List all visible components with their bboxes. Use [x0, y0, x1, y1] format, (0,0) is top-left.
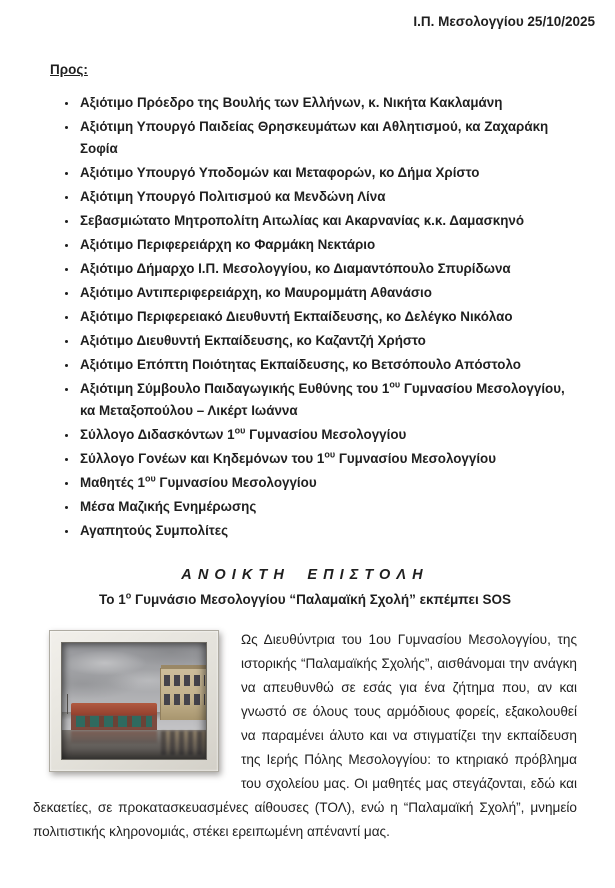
photo-window-row: [164, 694, 205, 705]
recipients-list: [33, 92, 577, 542]
recipient-text: Μέσα Μαζικής Ενημέρωσης: [80, 499, 257, 514]
recipient-item: [78, 210, 577, 232]
recipient-item: [78, 92, 577, 114]
recipient-text: Αξιότιμο Περιφερειάρχη κο Φαρμάκη Νεκτάριο: [80, 237, 376, 252]
photo-prefab-classrooms: [71, 703, 157, 731]
recipient-text: Αγαπητούς Συμπολίτες: [80, 523, 229, 538]
recipient-text: Γυμνασίου Μεσολογγίου,: [400, 381, 565, 396]
recipient-item: [78, 162, 577, 184]
recipient-text: Αξιότιμη Υπουργό Παιδείας Θρησκευμάτων και Αθλητισμού, κα Ζαχαράκη Σοφία: [80, 119, 549, 156]
ordinal-superscript: ου: [144, 473, 156, 484]
recipient-item: [78, 520, 577, 542]
recipient-item: [78, 378, 577, 422]
recipient-item: [78, 258, 577, 280]
recipient-item: [78, 234, 577, 256]
recipient-item: [78, 186, 577, 208]
recipient-text: Αξιότιμο Δήμαρχο Ι.Π. Μεσολογγίου, κο Διαμαντόπουλο Σπυρίδωνα: [80, 261, 511, 276]
to-label: Προς:: [50, 62, 88, 77]
recipient-item: [78, 496, 577, 518]
school-photo-frame: [49, 630, 219, 772]
photo-treeline: [61, 712, 207, 720]
recipient-item: [78, 472, 577, 494]
ordinal-superscript: ο: [125, 590, 132, 601]
recipient-text: Σύλλογο Διδασκόντων 1: [80, 427, 235, 442]
flooded-schoolyard-photo: [61, 642, 207, 760]
photo-roofline: [161, 665, 207, 669]
ordinal-superscript: ου: [389, 379, 401, 390]
recipient-item: [78, 354, 577, 376]
recipient-text: Γυμνασίου Μεσολογγίου: [245, 427, 407, 442]
recipient-text: Γυμνασίου Μεσολογγίου: [335, 451, 497, 466]
recipient-text: Αξιότιμο Επόπτη Ποιότητας Εκπαίδευσης, κο Βετσόπουλο Απόστολο: [80, 357, 521, 372]
recipient-item: [78, 116, 577, 160]
recipient-text: Αξιότιμο Υπουργό Υποδομών και Μεταφορών, κο Δήμα Χρίστο: [80, 165, 480, 180]
photo-flood-water: [61, 730, 207, 760]
photo-window-row: [164, 675, 205, 686]
recipient-text: Αξιότιμο Αντιπεριφερειάρχη, κο Μαυρομμάτη Αθανάσιο: [80, 285, 432, 300]
recipient-item: [78, 424, 577, 446]
photo-prefab-roof: [71, 703, 157, 715]
recipient-text: Αξιότιμο Περιφερειακό Διευθυντή Εκπαίδευσης, κο Δελέγκο Νικόλαο: [80, 309, 513, 324]
ordinal-superscript: ου: [234, 425, 246, 436]
photo-building-reflection: [161, 731, 207, 755]
ordinal-superscript: ου: [324, 449, 336, 460]
recipient-text: Γυμνασίου Μεσολογγίου: [155, 475, 317, 490]
letter-date: Ι.Π. Μεσολογγίου 25/10/2025: [413, 14, 595, 29]
recipient-text-line2: κα Μεταξοπούλου – Λικέρτ Ιωάννα: [80, 403, 298, 418]
subtitle-text: Το 1: [99, 592, 126, 607]
subtitle-text: Γυμνάσιο Μεσολογγίου “Παλαμαϊκή Σχολή” εκπέμπει SOS: [131, 592, 511, 607]
photo-light-pole: [67, 694, 68, 714]
recipient-item: [78, 306, 577, 328]
open-letter-heading: ΑΝΟΙΚΤΗ ΕΠΙΣΤΟΛΗ: [181, 567, 429, 583]
open-letter-subtitle: [33, 592, 577, 607]
recipient-text: Μαθητές 1: [80, 475, 145, 490]
recipient-text: Αξιότιμο Πρόεδρο της Βουλής των Ελλήνων, κ. Νικήτα Κακλαμάνη: [80, 95, 503, 110]
recipient-text: Αξιότιμη Υπουργό Πολιτισμού κα Μενδώνη Λίνα: [80, 189, 386, 204]
recipient-item: [78, 448, 577, 470]
letter-body-paragraph: Ως Διευθύντρια του 1ου Γυμνασίου Μεσολογγίου, της ιστορικής “Παλαμαϊκής Σχολής”, αισθάνομαι την ανάγκη να απευθυνθώ σε εσάς για ένα ζήτημα που, αν και γνωστό σε όλους τους αρμόδιους φορείς, εξακολουθεί να παραμένει άλυτο και να στιγματίζει την εκπαίδευση της Ιερής Πόλης Μεσολογγίου: το κτηριακό πρόβλημα του σχολείου μας. Οι μαθητές μας στεγάζονται, εδώ και δεκαετίες, σε προκατασκευασμένες αίθουσες (ΤΟΛ), ενώ η “Παλαμαϊκή Σχολή”, μνημείο πολιτιστικής κληρονομιάς, στέκει ερειπωμένη απέναντί μας.: [33, 632, 577, 839]
photo-prefab-wall: [71, 715, 157, 731]
photo-cloudy-sky: [61, 642, 207, 712]
letter-body-block: [33, 628, 577, 844]
photo-prefab-windows: [76, 716, 152, 727]
photo-school-building: [160, 668, 207, 720]
recipient-text: Σύλλογο Γονέων και Κηδεμόνων του 1: [80, 451, 325, 466]
recipient-text: Αξιότιμο Διευθυντή Εκπαίδευσης, κο Καζαντζή Χρήστο: [80, 333, 426, 348]
photo-prefab-reflection: [71, 731, 157, 743]
recipient-item: [78, 282, 577, 304]
recipient-item: [78, 330, 577, 352]
recipient-text: Σεβασμιώτατο Μητροπολίτη Αιτωλίας και Ακαρνανίας κ.κ. Δαμασκηνό: [80, 213, 525, 228]
recipient-text: Αξιότιμη Σύμβουλο Παιδαγωγικής Ευθύνης του 1: [80, 381, 390, 396]
